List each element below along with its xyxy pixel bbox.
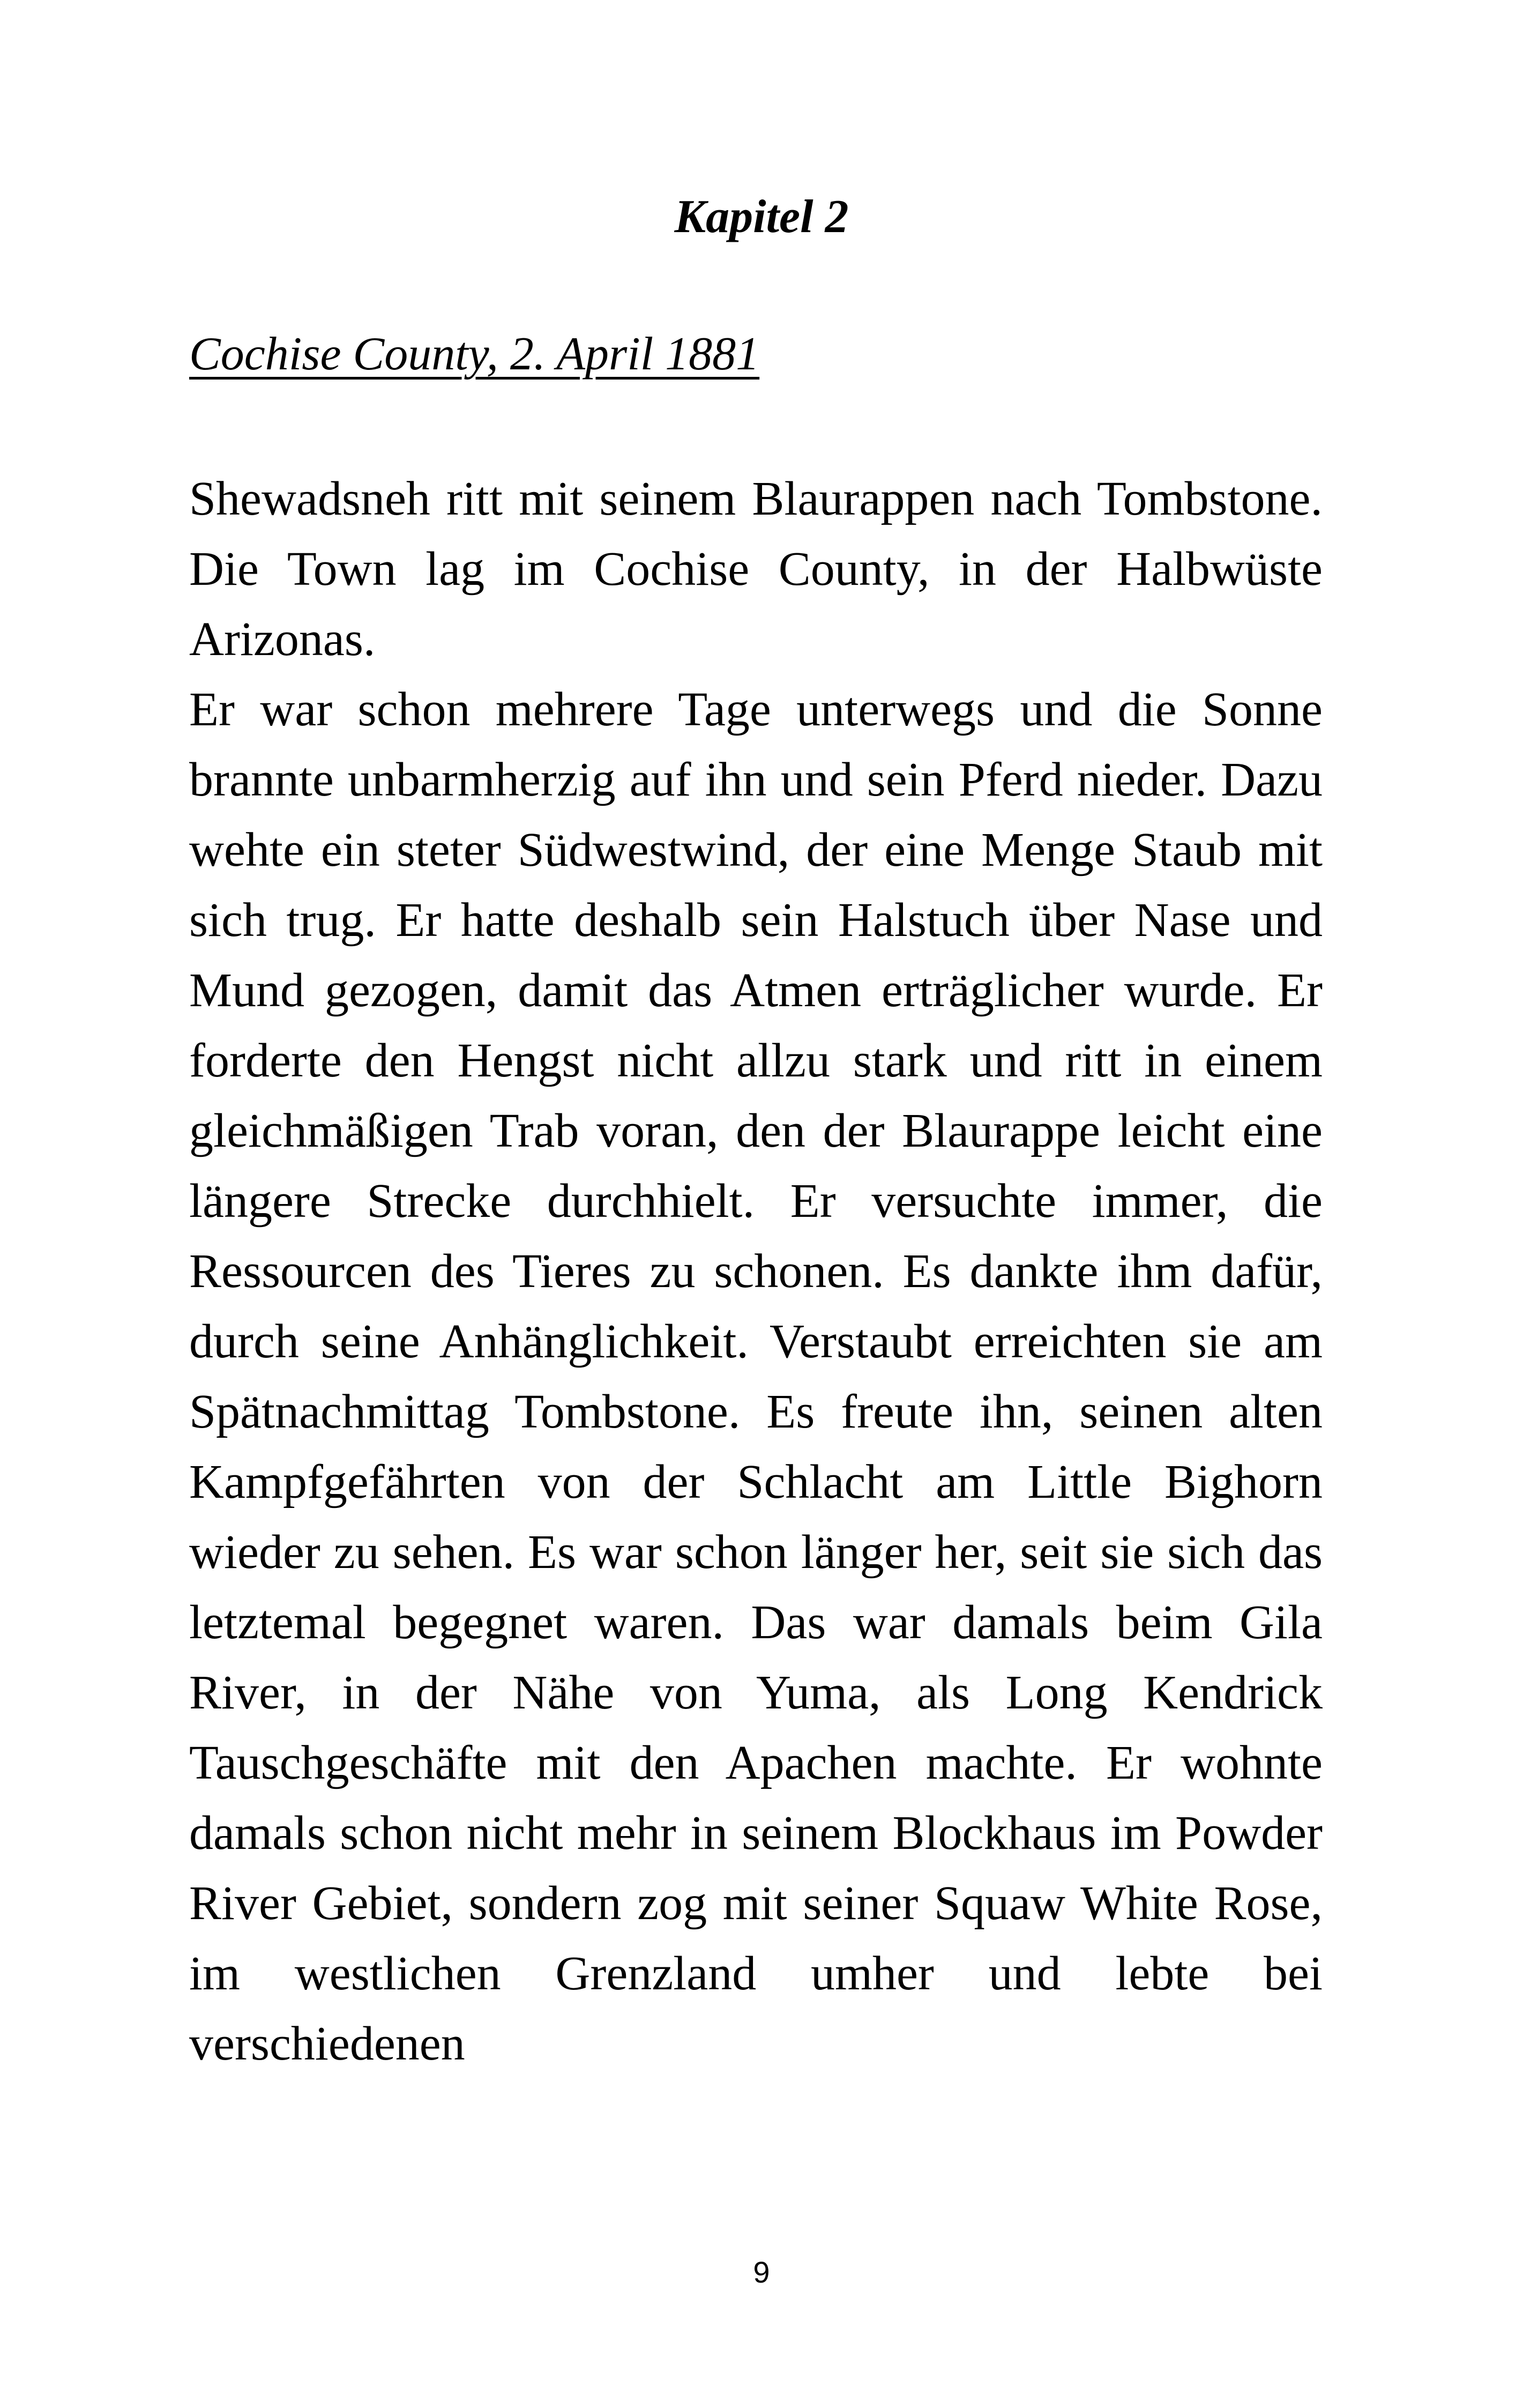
- chapter-title: Kapitel 2: [674, 191, 849, 243]
- paragraph-2: Er war schon mehrere Tage unterwegs und die Sonne brannte unbarmherzig auf ihn und sein Pferd nieder. Dazu wehte ein steter Südwestwind, der eine Menge Staub mit sich trug. Er hatte deshalb sein Halstuch über Nase und Mund gezogen, damit das Atmen erträglicher wurde. Er forderte den Hengst nicht allzu stark und ritt in einem gleichmäßigen Trab voran, den der Blaurappe leicht eine längere Strecke durchhielt. Er versuchte immer, die Ressourcen des Tieres zu schonen. Es dankte ihm dafür, durch seine Anhänglichkeit. Verstaubt erreichten sie am Spätnachmittag Tombstone. Es freute ihn, seinen alten Kampfgefährten von der Schlacht am Little Bighorn wieder zu sehen. Es war schon länger her, seit sie sich das letztemal begegnet waren. Das war damals beim Gila River, in der Nähe von Yuma, als Long Kendrick Tauschgeschäfte mit den Apachen machte. Er wohnte damals schon nicht mehr in seinem Blockhaus im Powder River Gebiet, sondern zog mit seiner Squaw White Rose, im westlichen Grenzland umher und lebte bei verschiedenen: [189, 683, 1323, 2070]
- place-date-heading: Cochise County, 2. April 1881: [189, 328, 760, 380]
- page-number: 9: [753, 2255, 770, 2289]
- paragraph-1: Shewadsneh ritt mit seinem Blaurappen nach Tombstone. Die Town lag im Cochise County, in der Halbwüste Arizonas.: [189, 472, 1323, 666]
- body-text: [189, 464, 1323, 2079]
